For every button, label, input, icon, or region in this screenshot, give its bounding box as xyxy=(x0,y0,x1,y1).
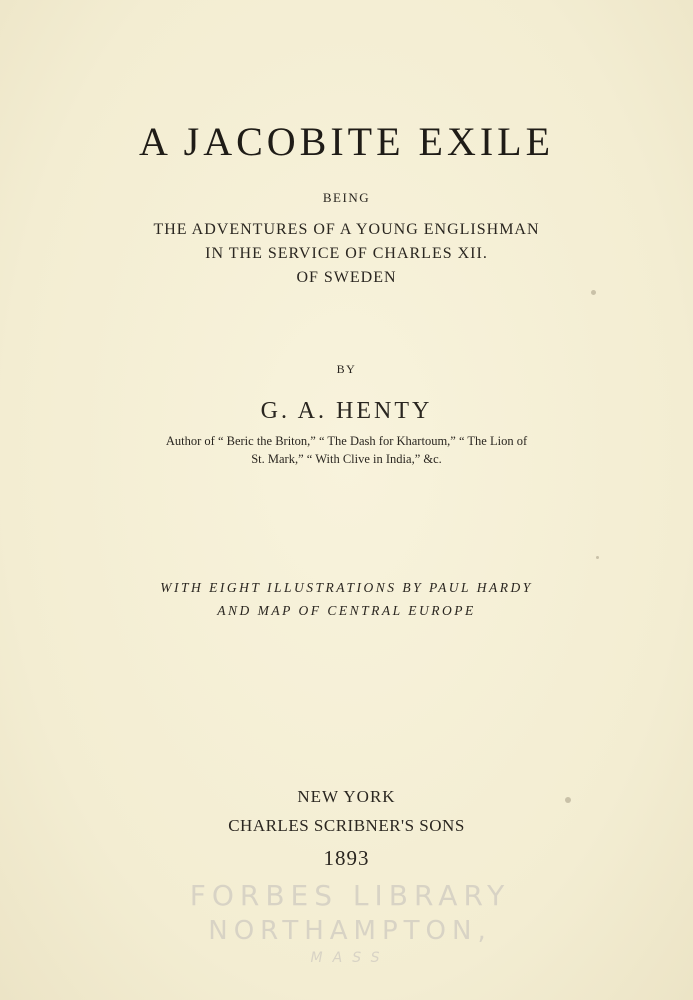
paper-speck xyxy=(596,556,599,559)
library-stamp-line-3: MASS xyxy=(310,950,390,966)
author-works-line-1: Author of “ Beric the Briton,” “ The Dash for Khartoum,” “ The Lion of xyxy=(165,434,528,448)
subtitle-line-2: IN THE SERVICE OF CHARLES XII. xyxy=(205,245,488,262)
library-stamp-line-1: FORBES LIBRARY xyxy=(189,879,511,912)
publisher-name: CHARLES SCRIBNER'S SONS xyxy=(228,816,465,835)
subtitle-line-3: OF SWEDEN xyxy=(296,269,397,286)
by-label: BY xyxy=(336,362,357,376)
illustrations-line-2: AND MAP OF CENTRAL EUROPE xyxy=(217,603,476,618)
author-name: G. A. HENTY xyxy=(260,398,433,424)
publication-place: NEW YORK xyxy=(297,787,396,806)
paper-speck xyxy=(591,290,596,295)
book-title: A JACOBITE EXILE xyxy=(138,119,555,164)
author-works-line-2: St. Mark,” “ With Clive in India,” &c. xyxy=(251,452,442,466)
library-stamp xyxy=(150,878,550,973)
being-label: BEING xyxy=(322,190,371,205)
illustrations-line-1: WITH EIGHT ILLUSTRATIONS BY PAUL HARDY xyxy=(160,580,533,595)
subtitle-line-1: THE ADVENTURES OF A YOUNG ENGLISHMAN xyxy=(153,221,540,238)
publication-year: 1893 xyxy=(323,846,370,870)
paper-speck xyxy=(565,797,571,803)
library-stamp-line-2: NORTHAMPTON, xyxy=(208,916,492,946)
